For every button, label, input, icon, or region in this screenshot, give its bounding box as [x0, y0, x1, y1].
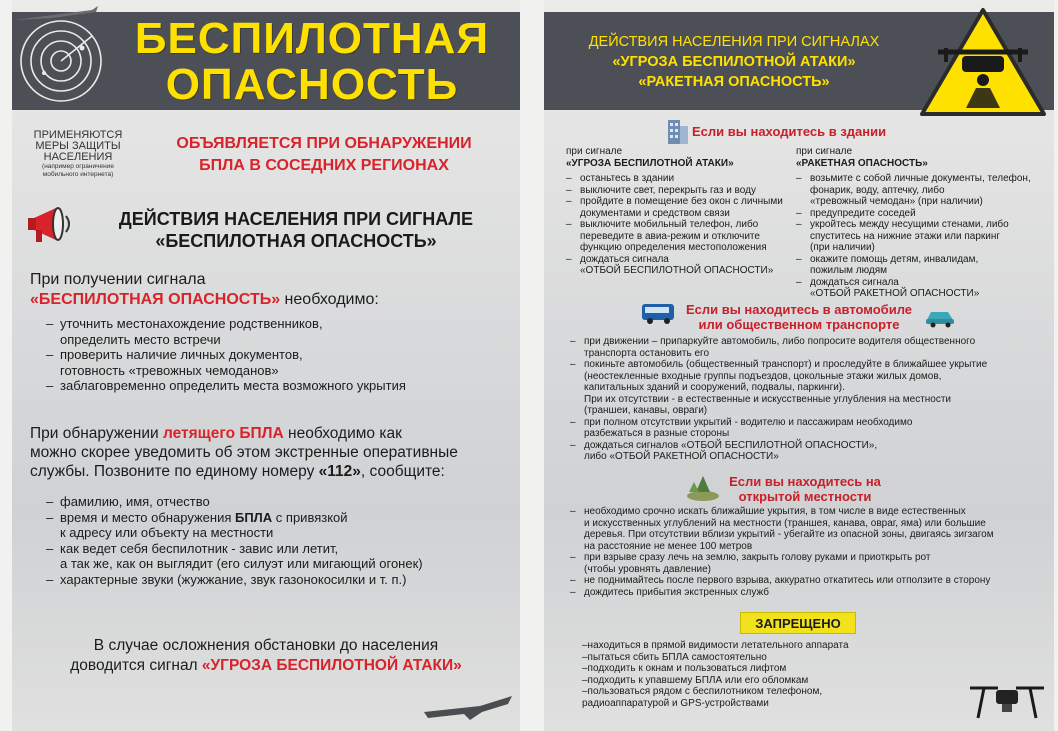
radar-icon — [18, 18, 104, 104]
list-item: – при полном отсутствии укрытий - водителю и пассажирам необходимо разбежаться в разные стороны — [570, 417, 1050, 440]
list-item: – характерные звуки (жужжание, звук газонокосилки и т. п.) — [46, 572, 514, 588]
building-title: Если вы находитесь в здании — [692, 124, 887, 139]
open-area-list — [570, 506, 1052, 598]
list-item: – проверить наличие личных документов, готовность «тревожных чемоданов» — [46, 347, 506, 378]
building-icon — [662, 118, 692, 144]
open-area-icon — [686, 474, 720, 502]
action-heading: ДЕЙСТВИЯ НАСЕЛЕНИЯ ПРИ СИГНАЛЕ «БЕСПИЛОТНАЯ ОПАСНОСТЬ» — [118, 209, 474, 251]
list-item: – возьмите с собой личные документы, телефон, фонарик, воду, аптечку, либо «тревожный чемодан» (при наличии) — [796, 173, 1052, 208]
left-poster — [12, 0, 520, 731]
car-actions-list — [570, 336, 1050, 463]
list-item: – дождитесь прибытия экстренных служб — [570, 587, 1052, 599]
megaphone-icon — [26, 204, 78, 246]
list-item: – время и место обнаружения БПЛА с привязкой к адресу или объекту на местности — [46, 510, 514, 541]
report-list — [46, 494, 514, 587]
list-item: – уточнить местонахождение родственников, определить место встречи — [46, 316, 506, 347]
protection-measures: ПРИМЕНЯЮТСЯ МЕРЫ ЗАЩИТЫ НАСЕЛЕНИЯ (например ограничение мобильного интернета) — [33, 129, 123, 178]
uav-paragraph: При обнаружении летящего БПЛА необходимо как можно скорее уведомить об этом экстренные оперативные службы. Позвоните по единому номеру «112», сообщите: — [30, 425, 458, 480]
list-item: – пройдите в помещение без окон с личными документами и средством связи — [566, 196, 794, 219]
footer-text: В случае осложнения обстановки до населения доводится сигнал «УГРОЗА БЕСПИЛОТНОЙ АТАКИ» — [70, 637, 462, 674]
list-item: –подходить к окнам и пользоваться лифтом — [582, 663, 787, 674]
list-item: – заблаговременно определить места возможного укрытия — [46, 378, 506, 394]
drone-silhouette-icon — [12, 0, 102, 30]
list-item: – как ведет себя беспилотник - завис или летит, а так же, как он выглядит (его силуэт или мигающий огонек) — [46, 541, 514, 572]
forbidden-badge: ЗАПРЕЩЕНО — [740, 612, 856, 634]
car-title: Если вы находитесь в автомобиле или общественном транспорте — [685, 302, 913, 332]
quadcopter-icon — [964, 678, 1050, 722]
building-col-uav: при сигнале «УГРОЗА БЕСПИЛОТНОЙ АТАКИ» – останьтесь в здании – выключите свет, перекрыть газ и воду – пройдите в помещение без окон с личными документами и средством связи – выключите мобильный телефон, либо переведите в авиа-режим и отключите функцию определения местоположения – дождаться сигнала «ОТБОЙ БЕСПИЛОТНОЙ ОПАСНОСТИ» — [566, 146, 794, 277]
announcement: ОБЪЯВЛЯЕТСЯ ПРИ ОБНАРУЖЕНИИ БПЛА В СОСЕДНИХ РЕГИОНАХ — [176, 135, 472, 174]
list-item: –подходить к упавшему БПЛА или его обломкам — [582, 674, 809, 686]
list-item: – необходимо срочно искать ближайшие укрытия, в том числе в виде естественных и искусственных углублений на местности (траншея, канава, овраг, яма) или большие деревья. При отсутствии вблизи укрытий - убегайте из опасной зоны, двигаясь зигзагом на расстояние не менее 100 метров — [570, 506, 1052, 552]
list-item: – окажите помощь детям, инвалидам, пожилым людям — [796, 254, 1052, 277]
drone-warning-sign-icon — [916, 4, 1050, 120]
title-line-2: ОПАСНОСТЬ — [165, 60, 459, 109]
list-item: – покиньте автомобиль (общественный транспорт) и проследуйте в ближайшее укрытие (неостекленные входные группы подъездов, цокольные этажи жилых домов, капитальных зданий и сооружений, подвалы, паркинги). При их отсутствии - в естественные и искусственные углубления на местности (траншеи, канавы, овраги) — [570, 359, 1050, 417]
list-item: – останьтесь в здании — [566, 173, 794, 185]
signal-actions-list — [46, 316, 506, 394]
signal-paragraph: При получении сигнала «БЕСПИЛОТНАЯ ОПАСНОСТЬ» необходимо: — [30, 271, 379, 308]
list-item: – выключите мобильный телефон, либо переведите в авиа-режим и отключите функцию определения местоположения — [566, 219, 794, 254]
list-item: – предупредите соседей — [796, 208, 1052, 220]
building-col-missile: при сигнале «РАКЕТНАЯ ОПАСНОСТЬ» – возьмите с собой личные документы, телефон, фонарик, воду, аптечку, либо «тревожный чемодан» (при наличии) – предупредите соседей – укройтесь между несущими стенами, либо спуститесь на нижние этажи или паркинг (при наличии) – окажите помощь детям, инвалидам, пожилым людям – дождаться сигнала «ОТБОЙ РАКЕТНОЙ ОПАСНОСТИ» — [796, 146, 1052, 300]
list-item: – выключите свет, перекрыть газ и воду — [566, 185, 794, 197]
list-item: – при движении – припаркуйте автомобиль, либо попросите водителя общественного транспорта остановить его — [570, 336, 1050, 359]
drone-silhouette-icon — [420, 690, 516, 724]
title-line-1: БЕСПИЛОТНАЯ — [134, 14, 490, 63]
list-item: – укройтесь между несущими стенами, либо спуститесь на нижние этажи или паркинг (при наличии) — [796, 219, 1052, 254]
right-header-text: ДЕЙСТВИЯ НАСЕЛЕНИЯ ПРИ СИГНАЛАХ «УГРОЗА БЕСПИЛОТНОЙ АТАКИ» «РАКЕТНАЯ ОПАСНОСТЬ» — [588, 34, 880, 90]
list-item: – фамилию, имя, отчество — [46, 494, 514, 510]
list-item: –пытаться сбить БПЛА самостоятельно — [582, 651, 767, 663]
list-item: – при взрыве сразу лечь на землю, закрыть голову руками и приоткрыть рот (чтобы уровнять давление) — [570, 552, 1052, 575]
list-item: – дождаться сигнала «ОТБОЙ РАКЕТНОЙ ОПАСНОСТИ» — [796, 277, 1052, 300]
list-item: –находиться в прямой видимости летательного аппарата — [582, 640, 849, 651]
right-poster — [544, 0, 1054, 731]
open-area-title: Если вы находитесь на открытой местности — [729, 474, 881, 504]
list-item: – дождаться сигналов «ОТБОЙ БЕСПИЛОТНОЙ ОПАСНОСТИ», либо «ОТБОЙ РАКЕТНОЙ ОПАСНОСТИ» — [570, 440, 1050, 463]
list-item: – не поднимайтесь после первого взрыва, аккуратно откатитесь или отползите в сторону — [570, 575, 1052, 587]
list-item: – дождаться сигнала «ОТБОЙ БЕСПИЛОТНОЙ ОПАСНОСТИ» — [566, 254, 794, 277]
bus-icon — [640, 300, 676, 326]
list-item: –пользоваться рядом с беспилотником телефоном, радиоаппаратурой и GPS-устройствами — [582, 686, 823, 709]
car-icon — [924, 306, 956, 328]
forbidden-list — [582, 640, 962, 709]
